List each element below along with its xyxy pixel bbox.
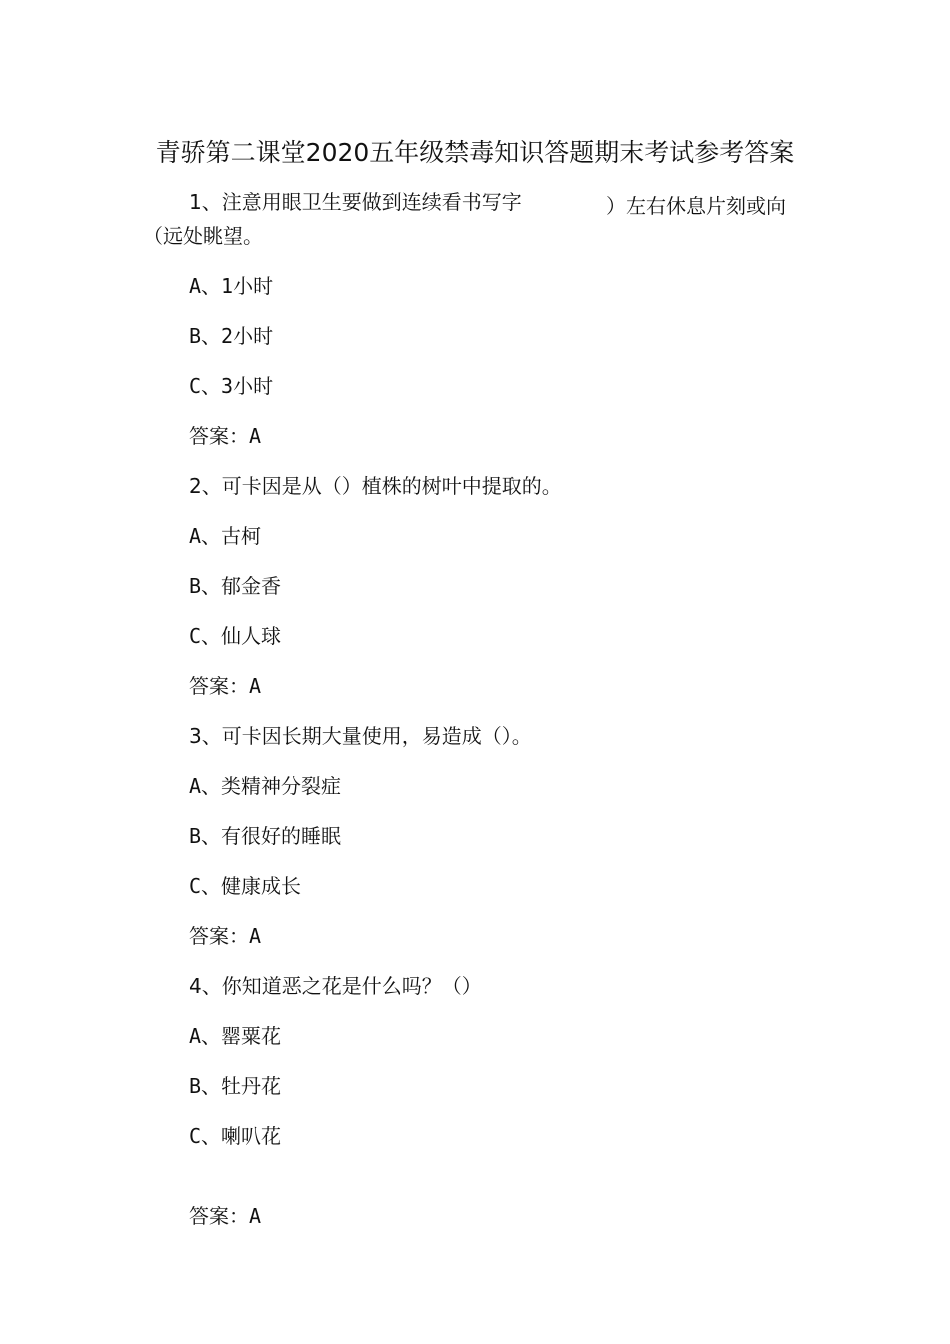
question-2-option-c: C、仙人球 <box>189 624 282 648</box>
question-1-option-b: B、2小时 <box>189 324 274 348</box>
question-3-answer: 答案：A <box>189 924 262 948</box>
document-title: 青骄第二课堂2020五年级禁毒知识答题期末考试参考答案 <box>155 138 795 167</box>
question-1-option-c: C、3小时 <box>189 374 274 398</box>
question-4-option-c: C、喇叭花 <box>189 1124 282 1148</box>
question-3-option-a: A、类精神分裂症 <box>189 774 342 798</box>
question-2-option-b: B、郁金香 <box>189 574 282 598</box>
question-4-answer: 答案：A <box>189 1204 262 1228</box>
question-3-option-c: C、健康成长 <box>189 874 302 898</box>
question-1-stem-end: ）左右休息片刻或向 <box>606 194 786 218</box>
question-1-answer: 答案：A <box>189 424 262 448</box>
question-3-option-b: B、有很好的睡眠 <box>189 824 342 848</box>
question-1-stem-wrap: （远处眺望。 <box>143 224 263 248</box>
question-4-stem: 4、你知道恶之花是什么吗？（） <box>189 974 482 998</box>
question-2-stem: 2、可卡因是从（）植株的树叶中提取的。 <box>189 474 562 498</box>
question-4-option-b: B、牡丹花 <box>189 1074 282 1098</box>
question-2-option-a: A、古柯 <box>189 524 262 548</box>
question-2-answer: 答案：A <box>189 674 262 698</box>
question-1-option-a: A、1小时 <box>189 274 274 298</box>
question-4-option-a: A、罂粟花 <box>189 1024 282 1048</box>
question-3-stem: 3、可卡因长期大量使用，易造成（）。 <box>189 724 532 748</box>
question-1-stem-start: 1、注意用眼卫生要做到连续看书写字 <box>189 190 522 214</box>
